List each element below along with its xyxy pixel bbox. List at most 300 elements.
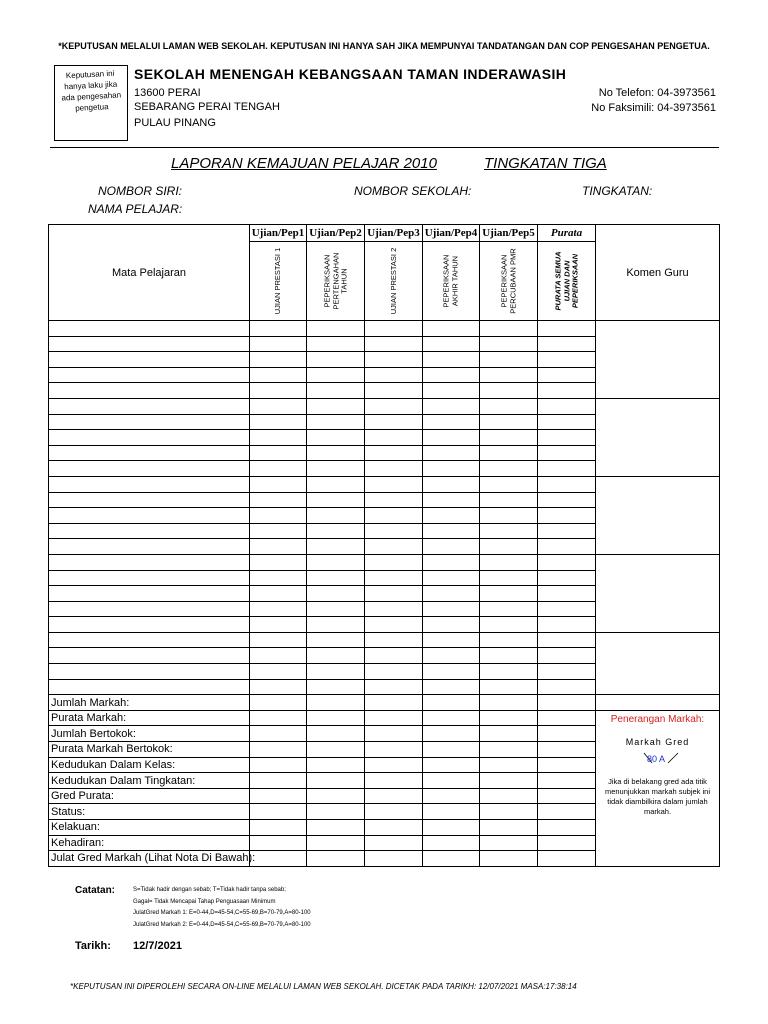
school-address-line: 13600 PERAI	[134, 87, 201, 99]
mark-cell	[250, 367, 307, 383]
summary-value-cell	[250, 742, 307, 758]
mark-cell	[365, 336, 423, 352]
summary-value-cell	[480, 695, 538, 711]
mark-cell	[250, 461, 307, 477]
mark-cell	[365, 461, 423, 477]
subject-cell	[49, 476, 250, 492]
mark-cell	[307, 383, 365, 399]
mark-cell	[480, 445, 538, 461]
summary-value-cell	[538, 804, 596, 820]
subject-column-header: Mata Pelajaran	[49, 225, 250, 321]
footer-notice: *KEPUTUSAN INI DIPEROLEHI SECARA ON-LINE MELALUI LAMAN WEB SEKOLAH. DICETAK PADA TARIKH: 12/07/2021 MASA:17:38:14	[70, 982, 577, 991]
summary-value-cell	[365, 788, 423, 804]
mark-cell	[307, 523, 365, 539]
mark-cell	[365, 617, 423, 633]
subject-cell	[49, 601, 250, 617]
subject-cell	[49, 492, 250, 508]
mark-cell	[538, 648, 596, 664]
summary-value-cell	[365, 773, 423, 789]
exam-description: UJIAN PRESTASI 2	[388, 247, 398, 315]
summary-value-cell	[307, 851, 365, 867]
mark-cell	[538, 352, 596, 368]
summary-value-cell	[250, 804, 307, 820]
mark-cell	[307, 632, 365, 648]
mark-cell	[365, 679, 423, 695]
mark-cell	[538, 492, 596, 508]
subject-cell	[49, 648, 250, 664]
summary-value-cell	[365, 820, 423, 836]
mark-cell	[480, 617, 538, 633]
mark-cell	[365, 476, 423, 492]
summary-value-cell	[423, 695, 480, 711]
summary-value-cell	[480, 773, 538, 789]
mark-cell	[365, 554, 423, 570]
mark-cell	[250, 430, 307, 446]
subject-cell	[49, 430, 250, 446]
subject-cell	[49, 617, 250, 633]
stamp-line: pengetua	[74, 102, 109, 113]
summary-value-cell	[307, 788, 365, 804]
mark-cell	[480, 679, 538, 695]
summary-value-cell	[365, 851, 423, 867]
legend-sample	[596, 751, 719, 769]
mark-cell	[250, 570, 307, 586]
mark-cell	[480, 492, 538, 508]
summary-value-cell	[365, 757, 423, 773]
mark-cell	[423, 430, 480, 446]
mark-cell	[480, 664, 538, 680]
summary-value-cell	[538, 820, 596, 836]
mark-cell	[480, 383, 538, 399]
summary-value-cell	[538, 757, 596, 773]
subject-cell	[49, 336, 250, 352]
mark-cell	[250, 476, 307, 492]
school-address-line: PULAU PINANG	[134, 117, 216, 129]
legend-sample-value: 80 A	[647, 753, 666, 764]
mark-cell	[538, 632, 596, 648]
summary-label: Jumlah Bertokok:	[49, 726, 250, 742]
mark-cell	[250, 398, 307, 414]
mark-cell	[365, 648, 423, 664]
summary-value-cell	[538, 742, 596, 758]
summary-value-cell	[480, 804, 538, 820]
mark-cell	[538, 398, 596, 414]
exam-description-cell	[365, 242, 423, 321]
marks-legend-panel	[596, 710, 720, 866]
exam-description-cell	[423, 242, 480, 321]
mark-cell	[307, 476, 365, 492]
mark-cell	[365, 352, 423, 368]
mark-cell	[538, 570, 596, 586]
exam-description: PEPERIKSAAN PERCUBAAN PMR	[499, 248, 517, 314]
exam-description-cell	[307, 242, 365, 321]
mark-cell	[423, 601, 480, 617]
stamp-line: hanya laku jika	[64, 79, 118, 92]
notes-label: Catatan:	[75, 885, 116, 896]
mark-cell	[250, 414, 307, 430]
mark-cell	[250, 445, 307, 461]
mark-cell	[538, 617, 596, 633]
summary-value-cell	[480, 726, 538, 742]
summary-value-cell	[365, 695, 423, 711]
summary-value-cell	[423, 788, 480, 804]
mark-cell	[480, 321, 538, 337]
summary-value-cell	[538, 851, 596, 867]
summary-value-cell	[365, 726, 423, 742]
summary-value-cell	[250, 820, 307, 836]
serial-number-label: NOMBOR SIRI:	[98, 184, 183, 198]
mark-cell	[307, 508, 365, 524]
note-line: S=Tidak hadir dengan sebab; T=Tidak hadir tanpa sebab;	[133, 887, 286, 893]
summary-value-cell	[250, 726, 307, 742]
mark-cell	[307, 430, 365, 446]
mark-cell	[480, 632, 538, 648]
mark-cell	[480, 554, 538, 570]
mark-cell	[423, 664, 480, 680]
mark-cell	[423, 398, 480, 414]
stamp-line: ada pengesahan	[61, 90, 122, 103]
mark-cell	[423, 679, 480, 695]
subject-cell	[49, 508, 250, 524]
mark-cell	[365, 523, 423, 539]
summary-value-cell	[480, 851, 538, 867]
mark-cell	[480, 523, 538, 539]
mark-cell	[365, 445, 423, 461]
summary-label: Status:	[49, 804, 250, 820]
mark-cell	[538, 383, 596, 399]
mark-cell	[250, 617, 307, 633]
summary-value-cell	[423, 710, 480, 726]
mark-cell	[423, 570, 480, 586]
mark-cell	[423, 554, 480, 570]
mark-cell	[365, 586, 423, 602]
summary-value-cell	[480, 742, 538, 758]
summary-value-cell	[307, 710, 365, 726]
mark-cell	[538, 367, 596, 383]
mark-cell	[423, 632, 480, 648]
summary-row	[49, 710, 720, 726]
mark-cell	[307, 601, 365, 617]
mark-cell	[423, 539, 480, 555]
mark-cell	[307, 617, 365, 633]
mark-cell	[250, 664, 307, 680]
stamp-text	[56, 67, 126, 114]
subject-cell	[49, 539, 250, 555]
mark-cell	[250, 352, 307, 368]
subject-cell	[49, 586, 250, 602]
mark-cell	[307, 398, 365, 414]
summary-value-cell	[365, 742, 423, 758]
date-label: Tarikh:	[75, 940, 111, 952]
mark-cell	[480, 367, 538, 383]
legend-note: Jika di belakang gred ada titik menunjukkan markah subjek ini tidak diambilkira dalam jumlah markah.	[604, 776, 711, 816]
mark-cell	[307, 367, 365, 383]
mark-cell	[480, 476, 538, 492]
student-name-label: NAMA PELAJAR:	[88, 202, 183, 216]
mark-cell	[423, 461, 480, 477]
note-line: Gagal= Tidak Mencapai Tahap Penguasaan Minimum	[133, 899, 276, 905]
mark-cell	[538, 523, 596, 539]
mark-cell	[538, 664, 596, 680]
summary-value-cell	[423, 851, 480, 867]
legend-columns: Markah Gred	[625, 736, 690, 747]
mark-cell	[538, 508, 596, 524]
summary-value-cell	[307, 695, 365, 711]
mark-cell	[365, 601, 423, 617]
mark-cell	[538, 336, 596, 352]
summary-label: Kehadiran:	[49, 835, 250, 851]
mark-cell	[250, 586, 307, 602]
summary-value-cell	[538, 710, 596, 726]
exam-code-header: Ujian/Pep4	[423, 225, 480, 242]
mark-cell	[538, 461, 596, 477]
mark-cell	[365, 383, 423, 399]
summary-label: Kelakuan:	[49, 820, 250, 836]
exam-description-cell	[250, 242, 307, 321]
mark-cell	[538, 321, 596, 337]
mark-cell	[538, 601, 596, 617]
mark-cell	[250, 601, 307, 617]
mark-cell	[423, 476, 480, 492]
mark-cell	[365, 321, 423, 337]
summary-value-cell	[423, 742, 480, 758]
mark-cell	[307, 539, 365, 555]
subject-cell	[49, 632, 250, 648]
subject-cell	[49, 352, 250, 368]
subject-cell	[49, 398, 250, 414]
blank-panel-cell	[596, 695, 720, 711]
summary-value-cell	[423, 835, 480, 851]
exam-description: UJIAN PRESTASI 1	[272, 247, 282, 315]
mark-cell	[365, 664, 423, 680]
subject-cell	[49, 523, 250, 539]
summary-label: Purata Markah Bertokok:	[49, 742, 250, 758]
mark-cell	[538, 414, 596, 430]
summary-value-cell	[423, 820, 480, 836]
mark-cell	[423, 383, 480, 399]
summary-value-cell	[480, 788, 538, 804]
summary-value-cell	[307, 757, 365, 773]
summary-value-cell	[365, 804, 423, 820]
mark-cell	[423, 586, 480, 602]
summary-value-cell	[250, 710, 307, 726]
school-address-line: SEBARANG PERAI TENGAH	[134, 101, 280, 113]
mark-cell	[365, 539, 423, 555]
mark-cell	[365, 492, 423, 508]
report-title: LAPORAN KEMAJUAN PELAJAR 2010	[171, 155, 437, 172]
teacher-comment-cell	[596, 632, 720, 694]
mark-cell	[250, 539, 307, 555]
summary-value-cell	[538, 788, 596, 804]
summary-row	[49, 695, 720, 711]
mark-cell	[480, 601, 538, 617]
subject-cell	[49, 445, 250, 461]
mark-cell	[307, 586, 365, 602]
mark-cell	[250, 679, 307, 695]
summary-value-cell	[480, 835, 538, 851]
mark-cell	[480, 508, 538, 524]
subject-row	[49, 632, 720, 648]
subject-cell	[49, 367, 250, 383]
summary-label: Purata Markah:	[49, 710, 250, 726]
mark-cell	[365, 570, 423, 586]
mark-cell	[307, 664, 365, 680]
summary-value-cell	[250, 695, 307, 711]
subject-row	[49, 554, 720, 570]
summary-value-cell	[538, 726, 596, 742]
summary-value-cell	[538, 773, 596, 789]
mark-cell	[538, 554, 596, 570]
legend-title: Penerangan Markah:	[610, 713, 705, 725]
mark-cell	[423, 352, 480, 368]
mark-cell	[538, 539, 596, 555]
summary-value-cell	[423, 804, 480, 820]
teacher-comment-cell	[596, 398, 720, 476]
endorsement-stamp-box	[54, 65, 128, 141]
marks-table	[48, 224, 720, 867]
school-name: SEKOLAH MENENGAH KEBANGSAAN TAMAN INDERAWASIH	[134, 66, 567, 82]
mark-cell	[480, 430, 538, 446]
mark-cell	[423, 336, 480, 352]
mark-cell	[307, 414, 365, 430]
summary-value-cell	[480, 710, 538, 726]
mark-cell	[480, 414, 538, 430]
summary-value-cell	[480, 820, 538, 836]
summary-label: Gred Purata:	[49, 788, 250, 804]
top-notice: *KEPUTUSAN MELALUI LAMAN WEB SEKOLAH. KEPUTUSAN INI HANYA SAH JIKA MEMPUNYAI TANDATANGAN DAN COP PENGESAHAN PENGETUA.	[58, 41, 710, 51]
mark-cell	[480, 398, 538, 414]
summary-value-cell	[307, 773, 365, 789]
date-value: 12/7/2021	[133, 940, 182, 952]
mark-cell	[307, 461, 365, 477]
teacher-comment-cell	[596, 476, 720, 554]
mark-cell	[538, 445, 596, 461]
summary-value-cell	[307, 804, 365, 820]
exam-code-header: Ujian/Pep5	[480, 225, 538, 242]
mark-cell	[250, 321, 307, 337]
mark-cell	[250, 523, 307, 539]
mark-cell	[250, 632, 307, 648]
mark-cell	[480, 461, 538, 477]
summary-label: Kedudukan Dalam Tingkatan:	[49, 773, 250, 789]
mark-cell	[307, 679, 365, 695]
mark-cell	[365, 632, 423, 648]
subject-cell	[49, 383, 250, 399]
summary-value-cell	[250, 757, 307, 773]
subject-cell	[49, 414, 250, 430]
exam-description-cell	[538, 242, 596, 321]
mark-cell	[538, 430, 596, 446]
summary-value-cell	[538, 835, 596, 851]
school-fax: No Faksimili: 04-3973561	[591, 102, 716, 114]
teacher-comment-header: Komen Guru	[596, 225, 720, 321]
mark-cell	[538, 586, 596, 602]
mark-cell	[307, 648, 365, 664]
summary-value-cell	[250, 773, 307, 789]
mark-cell	[307, 352, 365, 368]
subject-row	[49, 321, 720, 337]
mark-cell	[307, 321, 365, 337]
mark-cell	[365, 430, 423, 446]
mark-cell	[538, 679, 596, 695]
mark-cell	[250, 383, 307, 399]
summary-value-cell	[307, 835, 365, 851]
subject-cell	[49, 664, 250, 680]
subject-cell	[49, 679, 250, 695]
mark-cell	[423, 492, 480, 508]
exam-description: PURATA SEMUA UJIAN DAN PEPERIKSAAN	[552, 251, 579, 311]
mark-cell	[480, 586, 538, 602]
school-number-label: NOMBOR SEKOLAH:	[354, 184, 472, 198]
subject-row	[49, 476, 720, 492]
teacher-comment-cell	[596, 554, 720, 632]
mark-cell	[250, 336, 307, 352]
mark-cell	[365, 367, 423, 383]
mark-cell	[423, 367, 480, 383]
form-title: TINGKATAN TIGA	[484, 155, 607, 172]
exam-description: PEPERIKSAAN PERTENGAHAN TAHUN	[321, 252, 348, 310]
mark-cell	[307, 554, 365, 570]
subject-cell	[49, 461, 250, 477]
summary-value-cell	[250, 851, 307, 867]
summary-value-cell	[423, 726, 480, 742]
school-phone: No Telefon: 04-3973561	[598, 87, 716, 99]
note-line: JulatGred Markah 2: E=0-44,D=45-54,C=55-69,B=70-79,A=80-100	[133, 922, 311, 928]
mark-cell	[365, 398, 423, 414]
summary-value-cell	[307, 742, 365, 758]
exam-description-cell	[480, 242, 538, 321]
subject-cell	[49, 321, 250, 337]
mark-cell	[250, 554, 307, 570]
exam-code-header: Ujian/Pep3	[365, 225, 423, 242]
mark-cell	[538, 476, 596, 492]
mark-cell	[307, 336, 365, 352]
mark-cell	[307, 570, 365, 586]
summary-value-cell	[365, 710, 423, 726]
mark-cell	[423, 648, 480, 664]
summary-value-cell	[250, 835, 307, 851]
summary-value-cell	[307, 820, 365, 836]
teacher-comment-cell	[596, 321, 720, 399]
subject-cell	[49, 554, 250, 570]
mark-cell	[250, 492, 307, 508]
mark-cell	[365, 414, 423, 430]
summary-value-cell	[250, 788, 307, 804]
mark-cell	[480, 352, 538, 368]
subject-row	[49, 398, 720, 414]
mark-cell	[307, 445, 365, 461]
mark-cell	[365, 508, 423, 524]
summary-label: Jumlah Markah:	[49, 695, 250, 711]
summary-value-cell	[307, 726, 365, 742]
header-divider	[50, 147, 719, 148]
exam-description: PEPERIKSAAN AKHIR TAHUN	[441, 254, 459, 308]
mark-cell	[423, 321, 480, 337]
mark-cell	[423, 523, 480, 539]
mark-cell	[480, 570, 538, 586]
summary-value-cell	[365, 835, 423, 851]
mark-cell	[423, 617, 480, 633]
exam-code-header: Ujian/Pep1	[250, 225, 307, 242]
mark-cell	[480, 648, 538, 664]
mark-cell	[250, 508, 307, 524]
mark-cell	[250, 648, 307, 664]
mark-cell	[423, 414, 480, 430]
summary-label: Kedudukan Dalam Kelas:	[49, 757, 250, 773]
summary-label: Julat Gred Markah (Lihat Nota Di Bawah):	[49, 851, 250, 867]
mark-cell	[423, 445, 480, 461]
summary-value-cell	[423, 773, 480, 789]
